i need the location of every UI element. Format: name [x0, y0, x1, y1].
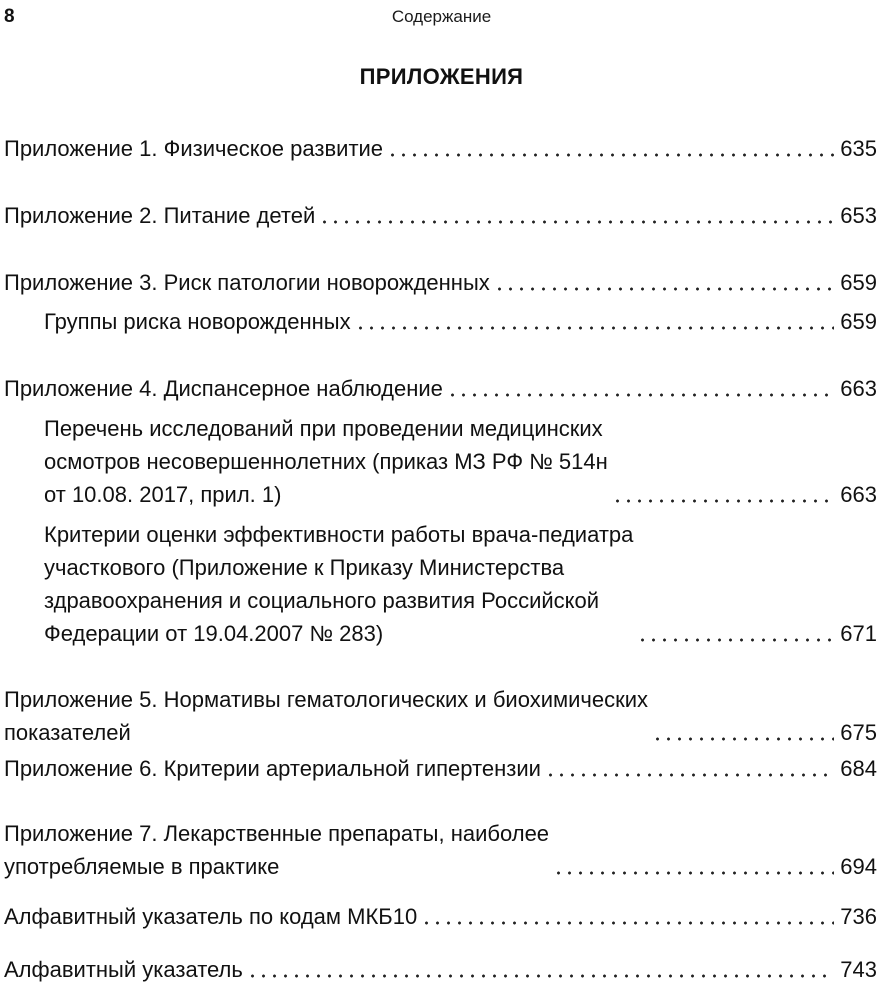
dot-leader	[247, 953, 834, 986]
toc-page-number: 684	[840, 756, 877, 781]
dot-leader	[421, 900, 834, 933]
toc-entry-text: Критерии оценки эффективности работы врача-педиатра участкового (Приложение к Приказу Министерства здравоохранения и социального развития Российской Федерации от 19.04.2007 № 283)	[44, 522, 634, 646]
dot-leader	[652, 716, 834, 749]
toc-page-number: 663	[840, 482, 877, 507]
running-head	[0, 6, 883, 30]
toc-page-number: 653	[840, 203, 877, 228]
toc-entry-text: Приложение 6. Критерии артериальной гипертензии	[4, 756, 541, 781]
toc-entry-text: Приложение 4. Диспансерное наблюдение	[4, 376, 443, 401]
toc-entry-exam-list[interactable]	[44, 412, 877, 511]
toc-entry-appendix-6[interactable]	[4, 752, 877, 785]
toc-page-number: 659	[840, 309, 877, 334]
toc-entry-text: Алфавитный указатель	[4, 957, 243, 982]
toc-entry-appendix-5[interactable]	[4, 683, 877, 749]
dot-leader	[545, 752, 834, 785]
section-title: ПРИЛОЖЕНИЯ	[359, 64, 524, 89]
toc-page-number: 743	[840, 957, 877, 982]
toc-entry-text: Приложение 1. Физическое развитие	[4, 136, 384, 161]
toc-entry-alphabetical-index[interactable]	[4, 953, 877, 986]
toc-entry-appendix-3[interactable]	[4, 266, 877, 299]
dot-leader	[447, 372, 834, 405]
toc-page-number: 694	[840, 854, 877, 879]
toc-entry-text: Приложение 7. Лекарственные препараты, наиболее употребляемые в практике	[4, 821, 550, 879]
toc-page-number: 663	[840, 376, 877, 401]
toc-page-number: 659	[840, 270, 877, 295]
header-title: Содержание	[391, 7, 492, 26]
toc-page-number: 635	[840, 136, 877, 161]
toc-entry-text: Группы риска новорожденных	[44, 309, 351, 334]
toc-entry-appendix-7[interactable]	[4, 817, 877, 883]
toc-entry-text: Приложение 2. Питание детей	[4, 203, 316, 228]
toc-entry-text: Приложение 5. Нормативы гематологических и биохимических показателей	[4, 687, 649, 745]
dot-leader	[553, 850, 834, 883]
toc-entry-text: Перечень исследований при проведении медицинских осмотров несовершеннолетних (приказ МЗ РФ № 514н от 10.08. 2017, прил. 1)	[44, 416, 608, 507]
toc-entry-appendix-2[interactable]	[4, 199, 877, 232]
toc-entry-text: Алфавитный указатель по кодам МКБ10	[4, 904, 418, 929]
toc-entry-pediatrician-criteria[interactable]	[44, 518, 877, 650]
toc-page-number: 671	[840, 621, 877, 646]
toc-entry-newborn-risk-groups[interactable]	[44, 305, 877, 338]
toc-entry-text: Приложение 3. Риск патологии новорожденных	[4, 270, 490, 295]
page-number: 8	[4, 6, 15, 27]
dot-leader	[494, 266, 835, 299]
toc-entry-icd10-index[interactable]	[4, 900, 877, 933]
dot-leader	[355, 305, 835, 338]
dot-leader	[387, 132, 834, 165]
dot-leader	[319, 199, 834, 232]
toc-entry-appendix-1[interactable]	[4, 132, 877, 165]
dot-leader	[637, 617, 834, 650]
toc-entry-appendix-4[interactable]	[4, 372, 877, 405]
dot-leader	[612, 478, 835, 511]
toc-page-number: 675	[840, 720, 877, 745]
toc-page-number: 736	[840, 904, 877, 929]
